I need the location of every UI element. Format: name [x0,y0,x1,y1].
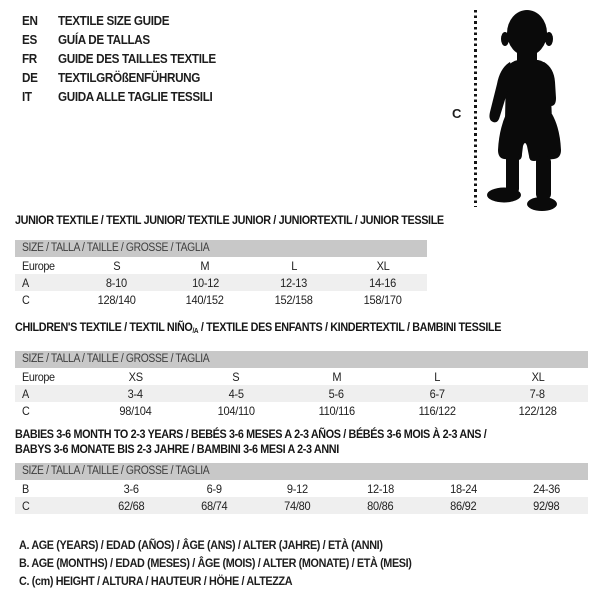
language-label: TEXTILE SIZE GUIDE [58,13,170,28]
size-cell: 12-18 [367,481,394,496]
size-cell: S [112,258,120,273]
size-cell: 152/158 [274,292,313,307]
size-cell: 98/104 [119,403,152,418]
size-cell: 10-12 [191,275,219,290]
row-label-cell: C [22,498,30,513]
table-row [15,368,588,385]
size-cell: L [290,258,297,273]
size-cell: S [232,369,240,384]
note-line: B. AGE (MONTHS) / EDAD (MESES) / ÂGE (MOIS) / ALTER (MONATE) / ETÀ (MESI) [19,556,412,570]
language-row [22,68,233,87]
language-label: GUIDE DES TAILLES TEXTILE [58,51,216,66]
language-code: EN [22,13,38,28]
size-cell: 116/122 [418,403,456,418]
size-cell: XL [376,258,390,273]
size-cell: 5-6 [328,386,345,401]
size-cell: 74/80 [284,498,311,513]
size-cell: 8-10 [105,275,127,290]
size-cell: 18-24 [450,481,477,496]
size-header-bar: SIZE / TALLA / TAILLE / GRÖSSE / TAGLIA [15,240,427,257]
size-cell: 80/86 [367,498,394,513]
baby-foot-left [487,188,521,203]
baby-ear-right [545,32,553,46]
height-measure-label: C [452,106,462,121]
table-row [15,291,427,308]
size-cell: 140/152 [186,292,225,307]
row-label-cell: Europe [22,258,55,273]
table-title: JUNIOR TEXTILE / TEXTIL JUNIOR/ TEXTILE JUNIOR / JUNIORTEXTIL / JUNIOR TESSILE [15,213,444,227]
language-code: IT [22,89,32,104]
size-cell: 12-13 [280,275,308,290]
baby-leg-left [506,152,519,194]
size-table-children [15,321,588,419]
babies-size-grid [15,480,588,514]
row-label-cell: Europe [22,369,55,384]
size-cell: M [332,369,341,384]
size-cell: 110/116 [318,403,355,418]
size-cell: 3-4 [127,386,143,401]
size-cell: 4-5 [228,386,244,401]
size-cell: L [434,369,441,384]
language-row [22,49,233,68]
title-subscript: /A [192,326,199,336]
language-code: ES [22,32,37,47]
table-title: CHILDREN'S TEXTILE / TEXTIL $NIÑO_{/A}$ / TEXTILE DES ENFANTS / KINDERTEXTIL / BAMBINI TESSILE [15,320,502,336]
junior-size-grid [15,257,427,308]
table-row [15,274,427,291]
size-table-junior [15,213,444,308]
note-line: A. AGE (YEARS) / EDAD (AÑOS) / ÂGE (ANS) / ALTER (JAHRE) / ETÀ (ANNI) [19,538,383,552]
size-cell: 6-7 [429,386,445,401]
size-cell: 68/74 [201,498,228,513]
row-label-cell: C [22,292,30,307]
size-cell: 6-9 [206,481,223,496]
size-table-babies [15,427,588,514]
size-cell: 3-6 [123,481,140,496]
table-row [15,385,588,402]
baby-foot-right [527,197,557,211]
size-cell: 158/170 [363,292,402,307]
legend-notes [19,536,455,590]
table-row [15,257,427,274]
size-cell: XL [531,369,545,384]
language-label: GUÍA DE TALLAS [58,32,150,47]
language-code: FR [22,51,37,66]
size-cell: 122/128 [518,403,557,418]
row-label-cell: C [22,403,30,418]
size-cell: 86/92 [450,498,477,513]
size-cell: 128/140 [97,292,136,307]
size-header-bar: SIZE / TALLA / TAILLE / GRÖSSE / TAGLIA [15,351,588,368]
language-code: DE [22,70,38,85]
children-size-grid [15,368,588,419]
baby-leg-right [536,156,551,200]
size-cell: 9-12 [286,481,308,496]
table-row [15,497,588,514]
size-cell: 92/98 [533,498,560,513]
note-line: C. (cm) HEIGHT / ALTURA / HAUTEUR / HÖHE / ALTEZZA [19,574,293,588]
row-label-cell: A [22,275,29,290]
size-header-bar: SIZE / TALLA / TAILLE / GRÖSSE / TAGLIA [15,463,588,480]
table-row [15,480,588,497]
row-label-cell: A [22,386,29,401]
language-row [22,30,233,49]
table-title: BABIES 3-6 MONTH TO 2-3 YEARS / BEBÉS 3-6 MESES A 2-3 AÑOS / BÉBÉS 3-6 MOIS À 2-3 ANS / BABYS 3-6 MONATE BIS 2-3 JAHRE / BAMBINI 3-6 MESI A 2-3 ANNI [15,427,487,456]
size-cell: 104/110 [217,403,255,418]
language-label: GUIDA ALLE TAGLIE TESSILI [58,89,213,104]
table-row [15,402,588,419]
language-row [22,87,233,106]
baby-ear-left [501,32,509,46]
toddler-silhouette [482,8,574,212]
size-cell: XS [128,369,143,384]
size-cell: 7-8 [530,386,546,401]
language-row [22,11,233,30]
height-measure-dashed-line [474,10,477,207]
size-cell: 14-16 [369,275,397,290]
size-cell: 62/68 [118,498,145,513]
language-label: TEXTILGRÖßENFÜHRUNG [58,70,201,85]
size-cell: 24-36 [533,481,560,496]
row-label-cell: B [22,481,29,496]
size-cell: M [200,258,210,273]
language-title-list [22,11,233,106]
